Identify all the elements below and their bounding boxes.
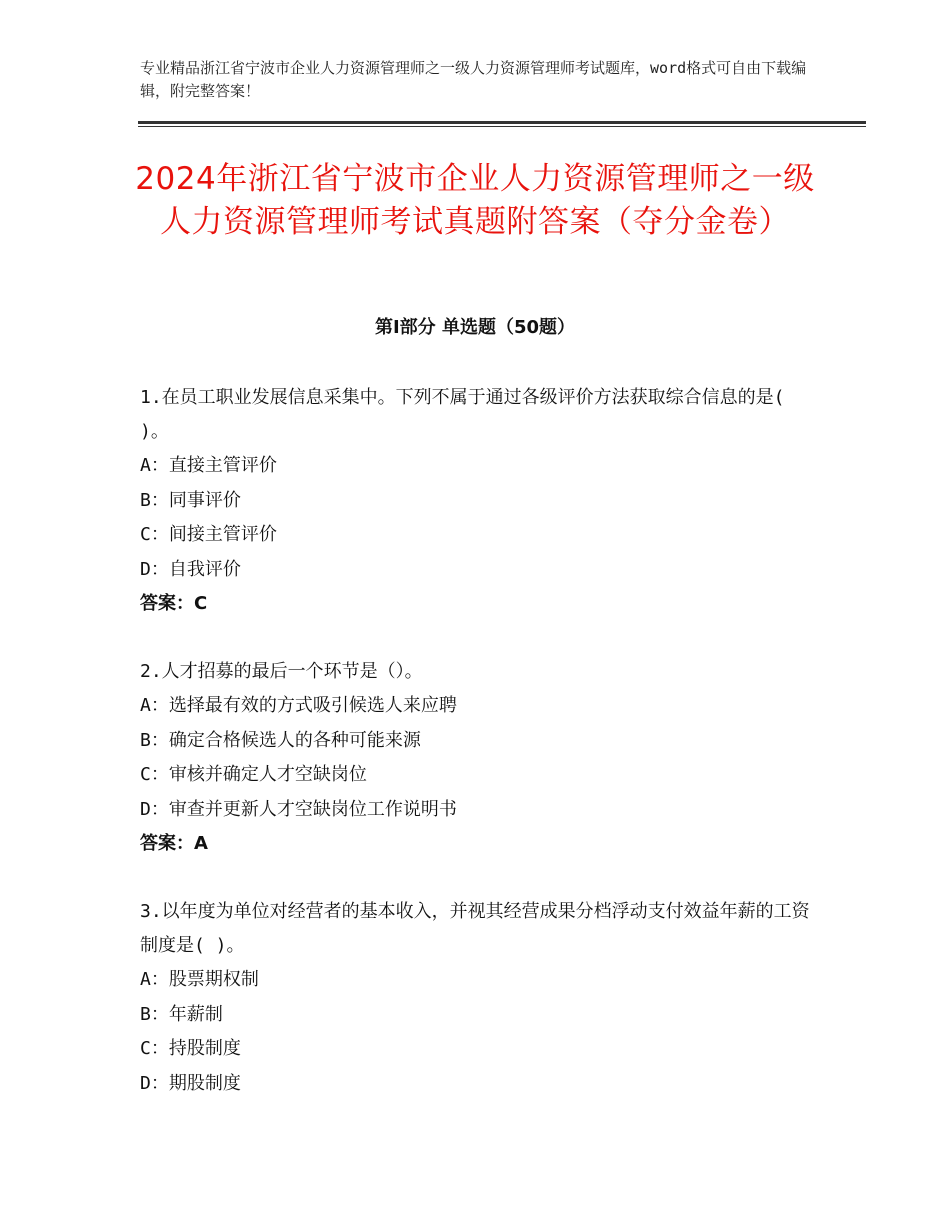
option-d: D：审查并更新人才空缺岗位工作说明书 [140,798,457,820]
question-stem: 1.在员工职业发展信息采集中。下列不属于通过各级评价方法获取综合信息的是( )。 [140,387,785,442]
option-c: C：审核并确定人才空缺岗位 [140,764,367,785]
option-a: A：直接主管评价 [140,455,277,476]
option-c: C：间接主管评价 [140,524,277,545]
header-divider-thin [138,126,866,127]
option-b: B：确定合格候选人的各种可能来源 [140,729,421,751]
answer: 答案：C [140,593,208,614]
question-stem: 3.以年度为单位对经营者的基本收入，并视其经营成果分档浮动支付效益年薪的工资制度是( )。 [140,901,810,956]
question-stem: 2.人才招募的最后一个环节是（）。 [140,661,423,682]
section-heading: 第Ⅰ部分 单选题（50题） [374,317,575,338]
question-list [140,381,820,1135]
question-1 [140,381,820,621]
document-title: 2024年浙江省宁波市企业人力资源管理师之一级人力资源管理师考试真题附答案（夺分金卷） [135,161,815,240]
option-d: D：期股制度 [140,1072,241,1094]
question-2 [140,655,820,861]
header-divider-thick [138,121,866,124]
option-b: B：同事评价 [140,489,241,511]
question-3 [140,895,820,1101]
option-a: A：选择最有效的方式吸引候选人来应聘 [140,695,457,716]
option-a: A：股票期权制 [140,969,259,990]
option-b: B：年薪制 [140,1003,223,1025]
answer: 答案：A [140,833,208,854]
header-note: 专业精品浙江省宁波市企业人力资源管理师之一级人力资源管理师考试题库，word格式可自由下载编辑，附完整答案！ [140,59,807,100]
option-c: C：持股制度 [140,1038,241,1059]
option-d: D：自我评价 [140,558,241,580]
